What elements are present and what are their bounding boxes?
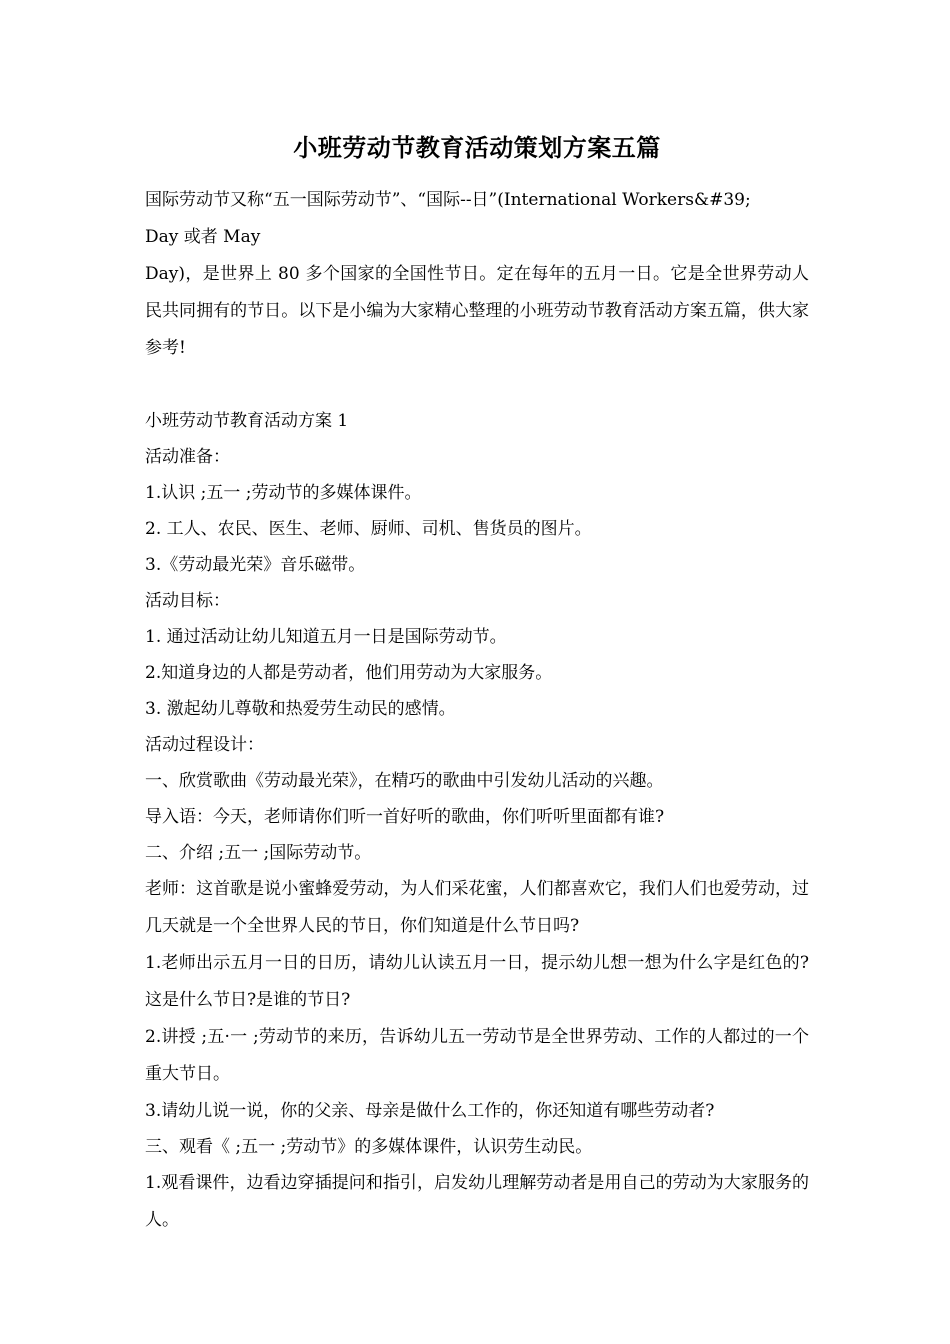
- document-page: [145, 128, 809, 1239]
- paragraph-spacer: [145, 367, 809, 403]
- list-item: 一、欣赏歌曲《劳动最光荣》，在精巧的歌曲中引发幼儿活动的兴趣。: [145, 771, 664, 791]
- list-item: 3. 激起幼儿尊敬和热爱劳生动民的感情。: [145, 699, 456, 719]
- list-item: 1.认识 ;五一 ;劳动节的多媒体课件。: [145, 483, 422, 503]
- document-title: 小班劳动节教育活动策划方案五篇: [293, 133, 661, 162]
- list-item: 1. 通过活动让幼儿知道五月一日是国际劳动节。: [145, 627, 507, 647]
- list-item: 老师：这首歌是说小蜜蜂爱劳动，为人们采花蜜，人们都喜欢它，我们人们也爱劳动，过几天就是一个全世界人民的节日，你们知道是什么节日吗?: [145, 879, 809, 936]
- list-item: 三、观看《 ;五一 ;劳动节》的多媒体课件，认识劳生动民。: [145, 1137, 593, 1157]
- list-item: 导入语：今天，老师请你们听一首好听的歌曲，你们听听里面都有谁?: [145, 807, 665, 827]
- list-item: 二、介绍 ;五一 ;国际劳动节。: [145, 843, 372, 863]
- subheading-goals: 活动目标：: [145, 591, 230, 611]
- list-item: 2.讲授 ;五·一 ;劳动节的来历，告诉幼儿五一劳动节是全世界劳动、工作的人都过的一个重大节日。: [145, 1027, 809, 1084]
- subheading-process: 活动过程设计：: [145, 735, 264, 755]
- plan-body: [145, 403, 809, 1239]
- list-item: 3.《劳动最光荣》音乐磁带。: [145, 555, 366, 575]
- intro-paragraph: [145, 182, 809, 367]
- intro-line: Day 或者 May: [145, 227, 261, 247]
- list-item: 1.观看课件，边看边穿插提问和指引，启发幼儿理解劳动者是用自己的劳动为大家服务的人。: [145, 1173, 809, 1230]
- subheading-preparation: 活动准备：: [145, 447, 230, 467]
- list-item: 3.请幼儿说一说，你的父亲、母亲是做什么工作的，你还知道有哪些劳动者?: [145, 1101, 715, 1121]
- intro-line: 国际劳动节又称“五一国际劳动节”、“国际--日”(International Workers&#39;: [145, 190, 751, 210]
- intro-line: Day)，是世界上 80 多个国家的全国性节日。定在每年的五月一日。它是全世界劳动人民共同拥有的节日。以下是小编为大家精心整理的小班劳动节教育活动方案五篇，供大家参考!: [145, 264, 809, 358]
- section-heading: 小班劳动节教育活动方案 1: [145, 411, 349, 431]
- list-item: 2. 工人、农民、医生、老师、厨师、司机、售货员的图片。: [145, 519, 592, 539]
- list-item: 2.知道身边的人都是劳动者，他们用劳动为大家服务。: [145, 663, 553, 683]
- list-item: 1.老师出示五月一日的日历，请幼儿认读五月一日，提示幼儿想一想为什么字是红色的?这是什么节日?是谁的节日?: [145, 953, 809, 1010]
